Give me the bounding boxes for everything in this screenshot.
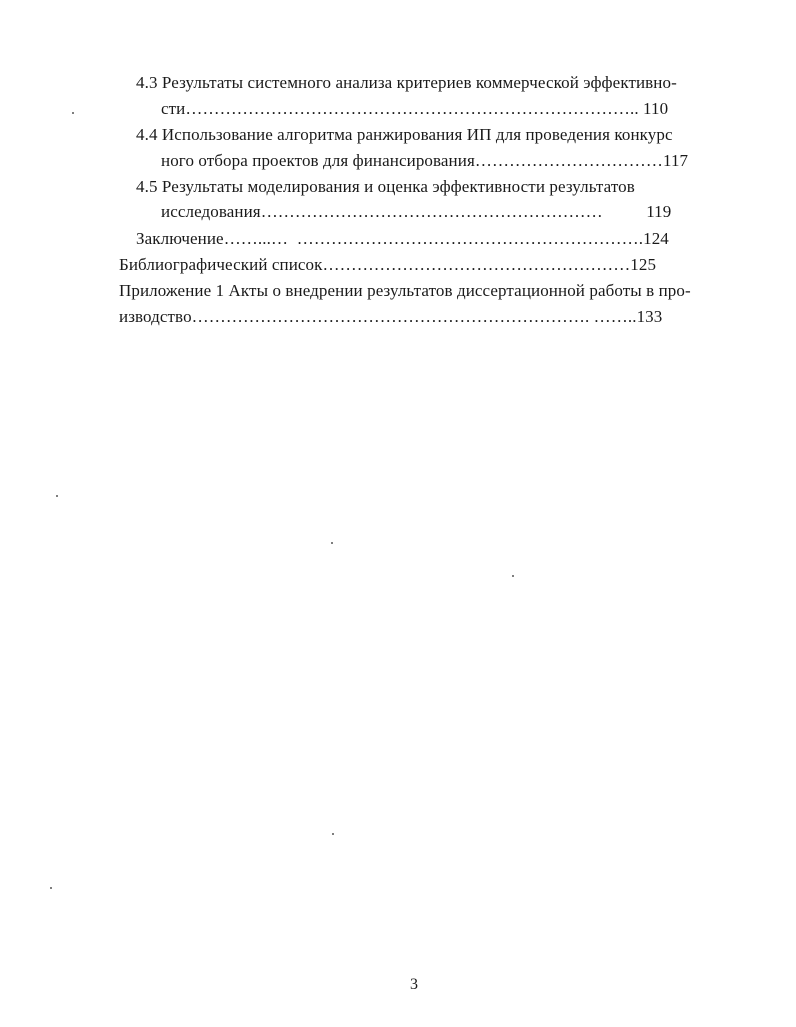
toc-entry-4-3-line-2: сти…………………………………………………………………….. 110 bbox=[161, 99, 669, 118]
scan-speck bbox=[50, 887, 52, 889]
scan-speck bbox=[332, 833, 334, 835]
toc-entry-conclusion: Заключение……...… …………………………………………………….124 bbox=[136, 229, 669, 248]
toc-entry-bibliography: Библиографический список………………………………………………125 bbox=[119, 255, 657, 274]
toc-entry-4-5-line-1: 4.5 Результаты моделирования и оценка эффективности результатов bbox=[136, 177, 635, 196]
scan-speck bbox=[512, 575, 514, 577]
toc-entry-4-5-line-2: исследования…………………………………………………… 119 bbox=[161, 202, 672, 221]
toc-entry-4-4-line-1: 4.4 Использование алгоритма ранжирования ИП для проведения конкурс bbox=[136, 125, 673, 144]
toc-entry-4-4-line-2: ного отбора проектов для финансирования……………………………117 bbox=[161, 151, 689, 170]
scan-speck bbox=[331, 542, 333, 544]
scan-speck bbox=[72, 112, 74, 114]
toc-entry-appendix-line-2: изводство……………………………………………………………. ……..133 bbox=[119, 307, 663, 326]
toc-entry-4-3-line-1: 4.3 Результаты системного анализа критериев коммерческой эффективно- bbox=[136, 73, 677, 92]
scan-speck bbox=[56, 495, 58, 497]
page-number: 3 bbox=[410, 976, 418, 993]
toc-entry-appendix-line-1: Приложение 1 Акты о внедрении результатов диссертационной работы в про- bbox=[119, 281, 691, 300]
